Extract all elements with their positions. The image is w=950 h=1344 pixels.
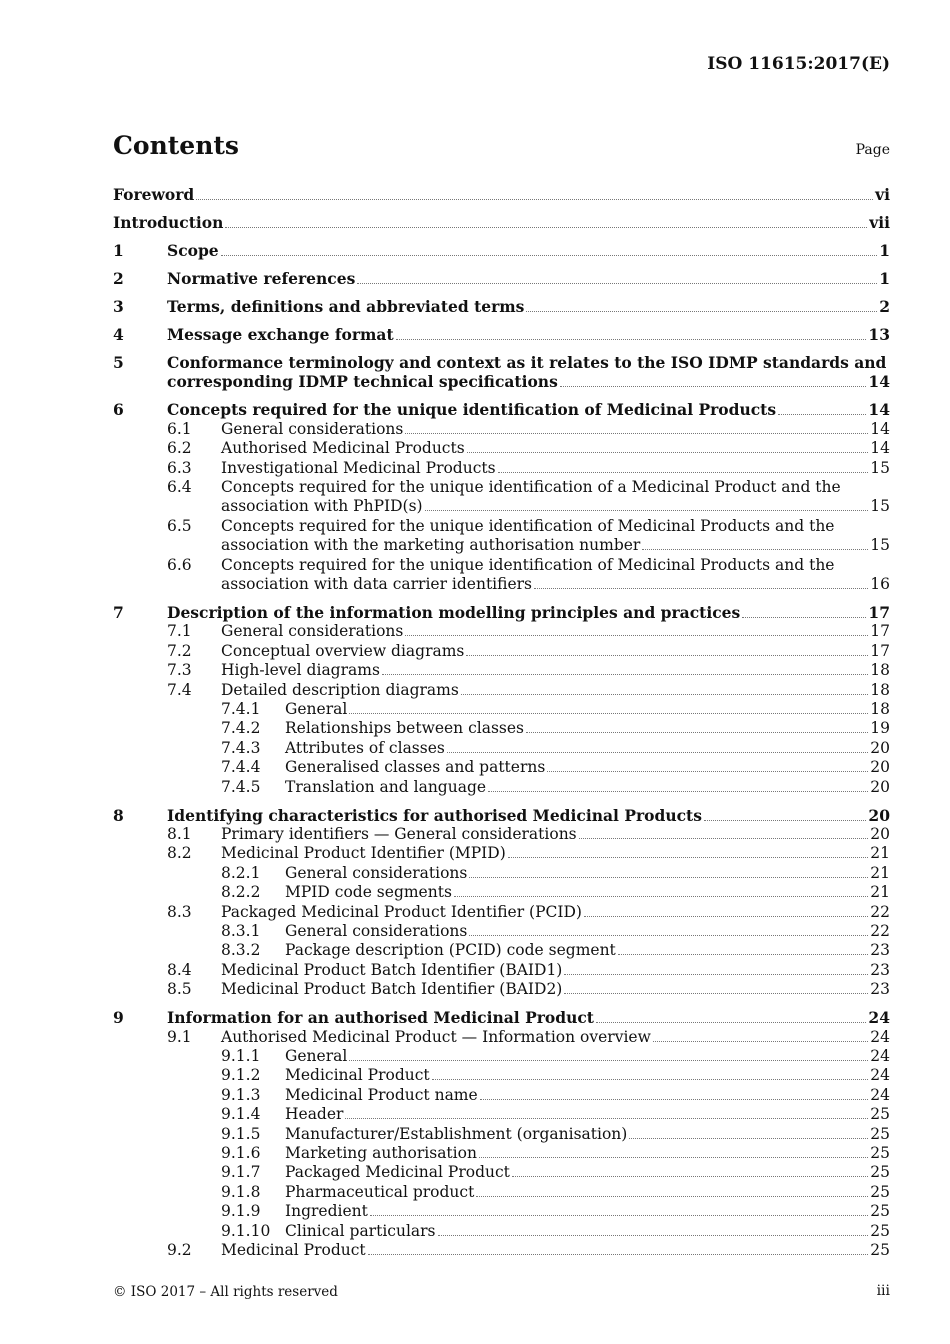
dot-leader: [469, 876, 868, 878]
toc-entry-number: 9.1.10: [221, 1221, 271, 1240]
toc-entry-page: 25: [870, 1163, 890, 1182]
toc-entry[interactable]: [113, 1086, 890, 1106]
dot-leader: [405, 634, 868, 636]
toc-entry-title[interactable]: General considerations: [221, 419, 404, 438]
toc-entry-title[interactable]: General: [285, 700, 348, 718]
dot-leader: [596, 1021, 866, 1023]
toc-entry-number: 7.4: [167, 680, 192, 699]
toc-entry[interactable]: [113, 864, 890, 884]
toc-entry-title[interactable]: General considerations: [221, 622, 404, 641]
toc-entry-number: 3: [113, 297, 124, 316]
toc-entry-number: 6.2: [167, 439, 192, 458]
toc-entry-title-line: Concepts required for the unique identification of Medicinal Products and the: [221, 516, 835, 535]
toc-entry-title[interactable]: Marketing authorisation: [285, 1144, 477, 1162]
toc-entry-number: 6.4: [167, 478, 192, 496]
dot-leader: [584, 915, 868, 917]
toc-entry[interactable]: [113, 420, 890, 440]
dot-leader: [476, 1195, 868, 1197]
toc-entry[interactable]: [113, 497, 890, 517]
toc-entry-title[interactable]: Medicinal Product: [285, 1066, 430, 1085]
toc-entry-page: 1: [879, 241, 890, 260]
toc-entry[interactable]: [113, 536, 890, 556]
toc-entry-number: 9: [113, 1008, 124, 1028]
page-column-label: Page: [855, 142, 890, 158]
toc-entry-title[interactable]: MPID code segments: [285, 883, 452, 902]
toc-entry-title[interactable]: Translation and language: [285, 777, 487, 796]
toc-entry-page: 13: [868, 325, 890, 344]
toc-entry-page: 18: [870, 661, 890, 680]
dot-leader: [704, 819, 866, 821]
toc-entry-page: 14: [868, 400, 890, 420]
toc-entry[interactable]: [113, 1144, 890, 1164]
toc-entry-title[interactable]: Manufacturer/Establishment (organisation): [285, 1124, 628, 1143]
toc-entry-page: 25: [870, 1202, 890, 1221]
toc-entry-number: 8.1: [167, 825, 192, 843]
toc-entry[interactable]: [113, 1028, 890, 1048]
toc-entry-title[interactable]: High-level diagrams: [221, 661, 380, 680]
toc-entry-title[interactable]: Message exchange format: [167, 325, 394, 344]
toc-entry[interactable]: [113, 700, 890, 720]
toc-entry[interactable]: [113, 575, 890, 595]
toc-entry[interactable]: [113, 269, 890, 289]
toc-entry-title[interactable]: Clinical particulars: [285, 1221, 436, 1240]
dot-leader: [653, 1040, 868, 1042]
toc-entry-page: 21: [870, 883, 890, 902]
toc-entry[interactable]: [113, 603, 890, 623]
toc-entry-title[interactable]: General: [285, 1047, 348, 1065]
toc-entry-page: vii: [869, 213, 890, 232]
toc-entry[interactable]: [113, 1105, 890, 1125]
toc-entry-number: 8.3.1: [221, 922, 261, 940]
toc-entry-page: 24: [870, 1085, 890, 1104]
toc-entry-page: 14: [870, 439, 890, 458]
toc-entry-number: 6.1: [167, 419, 192, 438]
toc-entry[interactable]: [113, 844, 890, 864]
toc-entry-page: 22: [870, 902, 890, 921]
toc-entry-page: 24: [868, 1008, 890, 1028]
toc-entry-number: 9.1.5: [221, 1124, 261, 1143]
dot-leader: [196, 198, 873, 200]
toc-entry-line: [113, 478, 890, 498]
dot-leader: [349, 712, 868, 714]
dot-leader: [349, 1059, 868, 1061]
toc-entry-title[interactable]: Medicinal Product: [221, 1241, 366, 1259]
toc-entry-title[interactable]: Authorised Medicinal Products: [221, 439, 465, 458]
page-number: iii: [876, 1283, 890, 1299]
toc-entry[interactable]: [113, 681, 890, 701]
toc-entry-number: 2: [113, 269, 124, 288]
toc-entry-page: 17: [870, 622, 890, 641]
dot-leader: [469, 934, 868, 936]
toc-entry[interactable]: [113, 297, 890, 317]
toc-entry-number: 9.1: [167, 1027, 192, 1046]
toc-entry-page: 18: [870, 680, 890, 699]
toc-entry-page: 18: [870, 700, 890, 718]
toc-entry-number: 5: [113, 353, 124, 372]
toc-entry-page: 22: [870, 922, 890, 940]
toc-entry-number: 9.1.2: [221, 1066, 261, 1085]
toc-entry-page: 14: [868, 372, 890, 392]
toc-entry-title[interactable]: Introduction: [113, 213, 224, 232]
toc-entry-title[interactable]: association with the marketing authorisation number: [221, 536, 641, 555]
toc-entry-title[interactable]: Medicinal Product Batch Identifier (BAID2): [221, 980, 563, 999]
toc-entry-page: 23: [870, 941, 890, 960]
toc-entry-title[interactable]: corresponding IDMP technical specifications: [167, 372, 558, 392]
toc-entry[interactable]: [113, 941, 890, 961]
toc-entry-line: [113, 517, 890, 537]
toc-entry-number: 9.1.6: [221, 1144, 261, 1162]
dot-leader: [498, 471, 869, 473]
toc-entry-number: 8.3.2: [221, 941, 261, 960]
dot-leader: [425, 509, 869, 511]
toc-entry-page: 23: [870, 960, 890, 979]
dot-leader: [512, 1175, 868, 1177]
dot-leader: [488, 790, 868, 792]
toc-entry-title[interactable]: Medicinal Product Batch Identifier (BAID1): [221, 960, 563, 979]
dot-leader: [357, 282, 877, 284]
toc-entry-page: 15: [870, 536, 890, 555]
toc-entry-page: 24: [870, 1066, 890, 1085]
dot-leader: [438, 1234, 869, 1236]
toc-entry[interactable]: [113, 883, 890, 903]
toc-entry[interactable]: [113, 1047, 890, 1067]
toc-entry-title[interactable]: Medicinal Product name: [285, 1085, 478, 1104]
toc-entry[interactable]: [113, 825, 890, 845]
dot-leader: [480, 1098, 869, 1100]
toc-entry[interactable]: [113, 459, 890, 479]
dot-leader: [396, 338, 867, 340]
toc-entry[interactable]: [113, 922, 890, 942]
toc-entry[interactable]: [113, 400, 890, 420]
toc-entry-page: vi: [875, 185, 890, 204]
toc-entry-page: 1: [879, 269, 890, 288]
toc-entry-page: 2: [879, 297, 890, 316]
toc-entry-title-line: Concepts required for the unique identification of Medicinal Products and the: [221, 555, 835, 574]
dot-leader: [370, 1214, 868, 1216]
toc-entry-page: 25: [870, 1105, 890, 1124]
toc-entry-number: 6.3: [167, 458, 192, 477]
toc-entry-number: 7.2: [167, 641, 192, 660]
toc-entry[interactable]: [113, 980, 890, 1000]
toc-entry[interactable]: [113, 241, 890, 261]
toc-entry-title[interactable]: Attributes of classes: [285, 738, 445, 757]
toc-entry-number: 6.5: [167, 516, 192, 535]
toc-entry-page: 14: [870, 419, 890, 438]
dot-leader: [467, 451, 869, 453]
toc-entry-number: 7.3: [167, 661, 192, 680]
dot-leader: [564, 973, 868, 975]
toc-entry-number: 9.1.4: [221, 1105, 261, 1124]
toc-entry-title-line: Conformance terminology and context as it relates to the ISO IDMP standards and: [167, 353, 887, 372]
dot-leader: [466, 654, 868, 656]
toc-entry-title[interactable]: association with PhPID(s): [221, 497, 423, 516]
dot-leader: [461, 693, 868, 695]
document-id-header: ISO 11615:2017(E): [707, 54, 890, 74]
toc-entry-page: 17: [868, 603, 890, 622]
toc-entry[interactable]: [113, 961, 890, 981]
toc-entry-number: 9.1.3: [221, 1085, 261, 1104]
toc-entry[interactable]: [113, 1202, 890, 1222]
toc-entry[interactable]: [113, 439, 890, 459]
toc-entry-title[interactable]: Terms, definitions and abbreviated terms: [167, 297, 525, 316]
toc-entry-number: 9.1.7: [221, 1163, 261, 1182]
toc-entry-title[interactable]: Packaged Medicinal Product Identifier (PCID): [221, 902, 582, 921]
dot-leader: [560, 385, 867, 387]
toc-entry[interactable]: [113, 1066, 890, 1086]
toc-entry-number: 6: [113, 400, 124, 420]
toc-entry-number: 8.4: [167, 960, 192, 979]
toc-entry-page: 20: [870, 738, 890, 757]
toc-entry[interactable]: [113, 1222, 890, 1242]
toc-entry-title[interactable]: Identifying characteristics for authorised Medicinal Products: [167, 805, 702, 825]
toc-entry-page: 16: [870, 575, 890, 593]
toc-entry-title[interactable]: Pharmaceutical product: [285, 1182, 475, 1201]
dot-leader: [479, 1156, 868, 1158]
toc-entry-number: 4: [113, 325, 124, 344]
toc-entry[interactable]: [113, 1008, 890, 1028]
toc-entry[interactable]: [113, 778, 890, 798]
toc-entry[interactable]: [113, 903, 890, 923]
dot-leader: [345, 1117, 868, 1119]
toc-entry-page: 20: [868, 805, 890, 825]
toc-entry-page: 17: [870, 641, 890, 660]
toc-entry-page: 24: [870, 1047, 890, 1065]
toc-entry-page: 20: [870, 758, 890, 777]
toc-entry-title-line: Concepts required for the unique identification of a Medicinal Product and the: [221, 478, 841, 496]
toc-entry[interactable]: [113, 661, 890, 681]
toc-entry-number: 8.5: [167, 980, 192, 999]
toc-entry-page: 23: [870, 980, 890, 999]
toc-entry-number: 8.2.1: [221, 863, 261, 882]
toc-entry-number: 7.4.1: [221, 700, 261, 718]
toc-entry-number: 1: [113, 241, 124, 260]
toc-entry-title[interactable]: Authorised Medicinal Product — Information overview: [221, 1027, 651, 1046]
toc-entry-title[interactable]: Medicinal Product Identifier (MPID): [221, 844, 506, 863]
toc-entry-title[interactable]: Detailed description diagrams: [221, 680, 459, 699]
toc-entry-number: 7.4.4: [221, 758, 261, 777]
dot-leader: [526, 310, 877, 312]
dot-leader: [447, 751, 868, 753]
dot-leader: [508, 856, 869, 858]
dot-leader: [405, 432, 868, 434]
toc-entry-page: 25: [870, 1182, 890, 1201]
toc-entry-number: 9.1.9: [221, 1202, 261, 1221]
toc-entry-page: 15: [870, 458, 890, 477]
toc-entry-title[interactable]: Description of the information modelling principles and practices: [167, 603, 741, 622]
page-title: Contents: [113, 131, 240, 160]
toc-entry[interactable]: [113, 739, 890, 759]
toc-entry-line: [113, 353, 890, 373]
toc-entry-number: 7.4.3: [221, 738, 261, 757]
toc-entry-title[interactable]: association with data carrier identifiers: [221, 575, 533, 593]
toc-entry-title[interactable]: Ingredient: [285, 1202, 368, 1221]
toc-entry[interactable]: [113, 372, 890, 392]
toc-entry-number: 7.4.5: [221, 777, 261, 796]
toc-entry[interactable]: [113, 1125, 890, 1145]
toc-entry-page: 20: [870, 777, 890, 796]
toc-entry-line: [113, 556, 890, 576]
toc-entry-number: 9.1.1: [221, 1047, 261, 1065]
toc-entry-page: 25: [870, 1221, 890, 1240]
toc-entry[interactable]: [113, 758, 890, 778]
dot-leader: [526, 731, 868, 733]
toc-entry-title[interactable]: Foreword: [113, 185, 195, 204]
toc-entry-page: 25: [870, 1124, 890, 1143]
toc-entry-number: 8.2: [167, 844, 192, 863]
toc-entry-number: 7.1: [167, 622, 192, 641]
toc-entry[interactable]: [113, 185, 890, 205]
toc-entry-page: 15: [870, 497, 890, 516]
toc-entry-title[interactable]: General considerations: [285, 922, 468, 940]
dot-leader: [778, 413, 866, 415]
dot-leader: [642, 548, 868, 550]
toc-entry-number: 8.3: [167, 902, 192, 921]
toc-entry[interactable]: [113, 325, 890, 345]
toc-entry-number: 6.6: [167, 555, 192, 574]
toc-entry-title[interactable]: Conceptual overview diagrams: [221, 641, 465, 660]
toc-entry-title[interactable]: Package description (PCID) code segment: [285, 941, 616, 960]
toc-entry-page: 20: [870, 825, 890, 843]
toc-entry-title[interactable]: Information for an authorised Medicinal Product: [167, 1008, 594, 1028]
toc-entry-page: 21: [870, 863, 890, 882]
toc-entry[interactable]: [113, 806, 890, 826]
toc-entry-page: 24: [870, 1027, 890, 1046]
dot-leader: [432, 1078, 869, 1080]
toc-entry-number: 7.4.2: [221, 719, 261, 738]
dot-leader: [454, 895, 868, 897]
toc-entry[interactable]: [113, 642, 890, 662]
dot-leader: [368, 1253, 869, 1255]
toc-entry[interactable]: [113, 622, 890, 642]
toc-entry-title[interactable]: Normative references: [167, 269, 356, 288]
toc-entry[interactable]: [113, 1163, 890, 1183]
toc-entry-title[interactable]: Relationships between classes: [285, 719, 525, 738]
toc-entry[interactable]: [113, 719, 890, 739]
toc-entry-number: 7: [113, 603, 124, 622]
toc-entry[interactable]: [113, 213, 890, 233]
dot-leader: [579, 837, 869, 839]
toc-entry-title[interactable]: Generalised classes and patterns: [285, 758, 546, 777]
copyright-footer: © ISO 2017 – All rights reserved: [113, 1284, 338, 1300]
toc-entry-number: 8: [113, 805, 124, 825]
toc-entry-number: 9.2: [167, 1241, 192, 1259]
dot-leader: [534, 587, 868, 589]
toc-entry-number: 8.2.2: [221, 883, 261, 902]
toc-entry-page: 21: [870, 844, 890, 863]
toc-entry-title[interactable]: General considerations: [285, 863, 468, 882]
dot-leader: [564, 992, 868, 994]
toc-entry[interactable]: [113, 1183, 890, 1203]
dot-leader: [742, 616, 866, 618]
toc-entry-title[interactable]: Header: [285, 1105, 344, 1124]
toc-entry-page: 25: [870, 1241, 890, 1259]
toc-entry-title[interactable]: Scope: [167, 241, 219, 260]
toc-entry-title[interactable]: Packaged Medicinal Product: [285, 1163, 510, 1182]
toc-entry-page: 25: [870, 1144, 890, 1162]
toc-entry-title[interactable]: Primary identifiers — General considerations: [221, 825, 577, 843]
dot-leader: [618, 953, 868, 955]
dot-leader: [547, 770, 868, 772]
toc-entry[interactable]: [113, 1241, 890, 1261]
dot-leader: [629, 1137, 868, 1139]
toc-entry-title[interactable]: Investigational Medicinal Products: [221, 458, 496, 477]
toc-entry-page: 19: [870, 719, 890, 738]
toc-entry-number: 9.1.8: [221, 1182, 261, 1201]
toc-entry-title[interactable]: Concepts required for the unique identification of Medicinal Products: [167, 400, 777, 420]
dot-leader: [221, 254, 878, 256]
dot-leader: [225, 226, 867, 228]
dot-leader: [382, 673, 868, 675]
